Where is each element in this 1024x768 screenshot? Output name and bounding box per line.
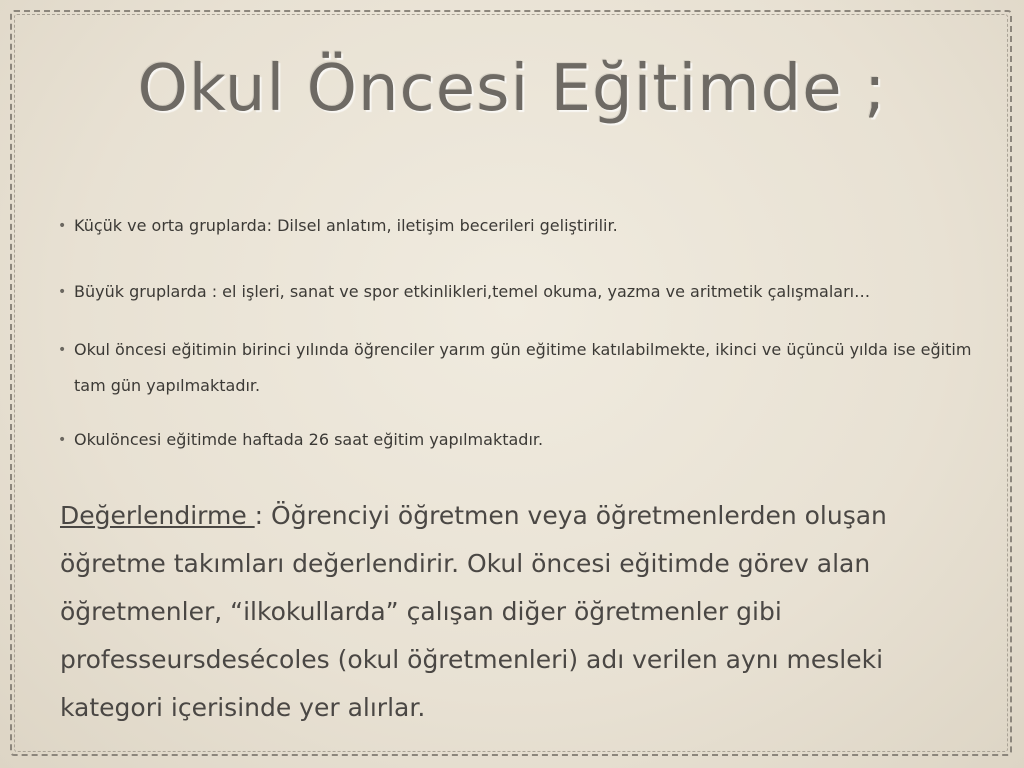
bullet-item <box>58 422 974 458</box>
bullet-dot-icon: • <box>58 432 67 448</box>
bullet-text: Okulöncesi eğitimde haftada 26 saat eğitim yapılmaktadır. <box>74 430 544 449</box>
bullet-dot-icon: • <box>58 342 67 358</box>
slide-title: Okul Öncesi Eğitimde ; <box>137 52 887 126</box>
bullet-text: Büyük gruplarda : el işleri, sanat ve spor etkinlikleri,temel okuma, yazma ve aritmetik çalışmaları… <box>74 282 871 301</box>
evaluation-term: Değerlendirme <box>60 501 255 530</box>
bullet-text: Okul öncesi eğitimin birinci yılında öğrenciler yarım gün eğitime katılabilmekte, ikinci ve üçüncü yılda ise eğitim tam gün yapılmaktadır. <box>74 340 972 395</box>
bullet-item <box>58 332 974 404</box>
bullet-dot-icon: • <box>58 218 67 234</box>
bullet-text: Küçük ve orta gruplarda: Dilsel anlatım, iletişim becerileri geliştirilir. <box>74 216 618 235</box>
evaluation-paragraph <box>60 492 980 732</box>
bullet-item <box>58 274 974 310</box>
evaluation-text: : Öğrenciyi öğretmen veya öğretmenlerden oluşan öğretme takımları değerlendirir. Okul öncesi eğitimde görev alan öğretmenler, “ilkokullarda” çalışan diğer öğretmenler gibi professeursdesécoles (okul öğretmenleri) adı verilen aynı mesleki kategori içerisinde yer alırlar. <box>60 501 887 722</box>
bullet-item <box>58 208 974 244</box>
bullet-dot-icon: • <box>58 284 67 300</box>
